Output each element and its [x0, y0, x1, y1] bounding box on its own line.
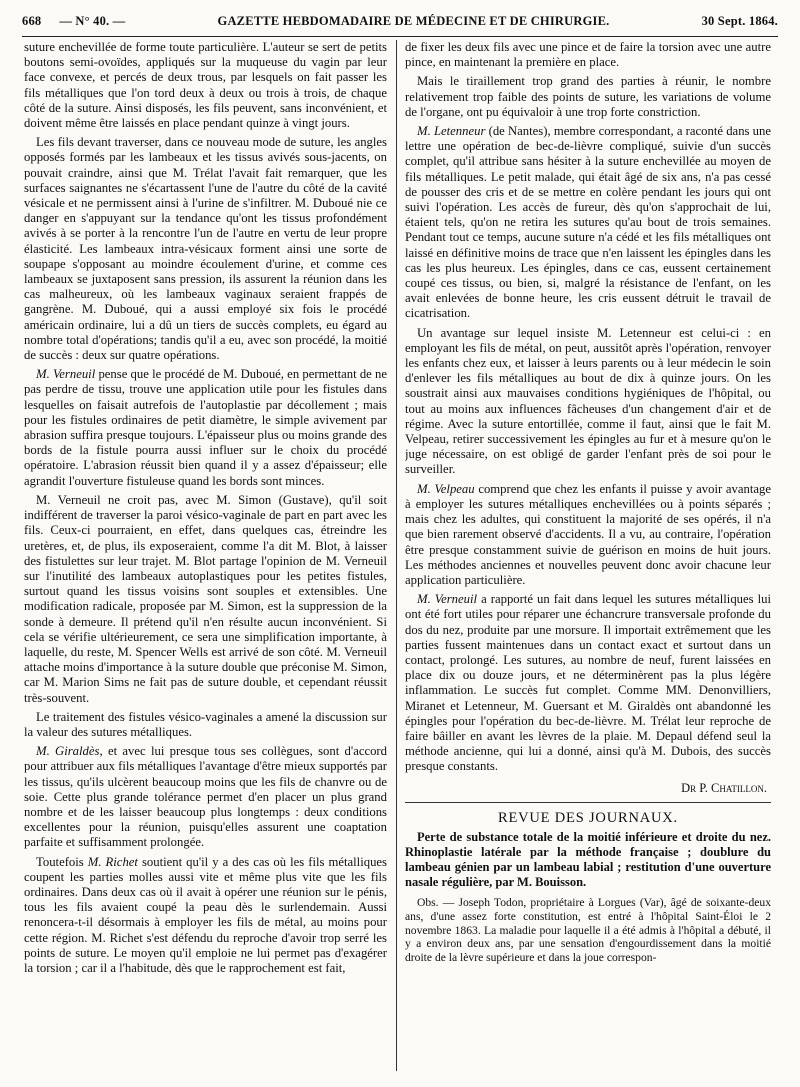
- right-column: [405, 40, 771, 1077]
- speaker-name: M. Velpeau: [417, 481, 475, 496]
- paragraph-text: , et avec lui presque tous ses collègues, sont d'accord pour attribuer aux fils métalliques l'avantage d'être mieux supportés par les tissus, qu'ils ulcèrent beaucoup moins que les fils de chanvre ou de soie. Cette plus grande tolérance permet d'en placer un plus grand nombre et de les laisser beaucoup plus longtemps : deux conditions excellentes pour la réunion, puisqu'elles assurent une coaptation parfaite et suffisamment prolongée.: [24, 744, 387, 850]
- speaker-name: M. Giraldès: [36, 744, 100, 759]
- paragraph: [24, 367, 387, 489]
- left-column: [24, 40, 387, 1077]
- speaker-name: M. Verneuil: [36, 367, 96, 382]
- paragraph: Un avantage sur lequel insiste M. Letenneur est celui-ci : en employant les fils de métal, on peut, aussitôt après l'opération, renvoyer les enfants chez eux, et laisser à leurs parents ou à leur médecin le soin d'enlever les fils métalliques au bout de dix à quinze jours. On les soustrait ainsi aux mauvaises conditions hygiéniques de l'hôpital, ou tout au moins aux influences fâcheuses d'un changement d'air et de régime. Avec la suture entortillée, comme il faut, ainsi que le fait M. Velpeau, retirer successivement les épingles au fur et à mesure qu'on le juge nécessaire, on est obligé de garder l'enfant près de soi pour le surveiller.: [405, 325, 771, 477]
- paragraph: [24, 744, 387, 850]
- paragraph: M. Verneuil ne croit pas, avec M. Simon (Gustave), qu'il soit indifférent de traverser la paroi vésico-vaginale de part en part avec les fils. Ceux-ci pourraient, en effet, dans quelques cas, étreindre les uretères, et, de plus, ils exposeraient, comme l'a dit M. Blot, à laisser des fistulettes sur leur trajet. M. Blot partage l'opinion de M. Verneuil sur l'inutilité des lambeaux autoplastiques pour les petites fistules, surtout quand les tissus voisins sont souples et extensibles. Une modification radicale, proposée par M. Simon, est la suppression de la sonde à demeure. Il prétend qu'il n'en résulte aucun inconvénient. Si cela se vérifie ultérieurement, ce sera une simplification importante, à laquelle, du reste, M. Spencer Wells est arrivé de son côté. M. Verneuil attache moins d'importance à la suture double que préconise M. Simon, car M. Marion Sims ne fait pas de suture double, et cependant réussit très-souvent.: [24, 492, 387, 705]
- speaker-name: M. Letenneur: [417, 124, 486, 139]
- page-header: [22, 8, 778, 34]
- paragraph: de fixer les deux fils avec une pince et de faire la torsion avec une autre pince, en maintenant la première en place.: [405, 40, 771, 70]
- speaker-name: M. Verneuil: [417, 592, 478, 607]
- section-separator: [405, 802, 771, 803]
- article-title: Perte de substance totale de la moitié inférieure et droite du nez. Rhinoplastie latérale par la méthode française ; doublure du lambeau génien par un lambeau labial ; restitution d'une ouverture nasale régulière, par M. Bouisson.: [405, 829, 771, 889]
- page-number: 668: [22, 13, 42, 28]
- header-rule: [22, 36, 778, 37]
- paragraph: Le traitement des fistules vésico-vaginales a amené la discussion sur la valeur des sutures métalliques.: [24, 709, 387, 739]
- author-signature: Dr P. Chatillon.: [681, 780, 767, 795]
- paragraph-text: Toutefois: [36, 854, 88, 869]
- paragraph-text: comprend que chez les enfants il puisse y avoir avantage à employer les sutures métalliques enchevillées ou à points séparés ; mais chez les adultes, qui constituent la majorité de ses opérés, il n'a que bien rarement observé d'accidents. Il a vu, au contraire, l'opération être presque constamment suivie de guérison en moins de huit jours. Les méthodes anciennes et nouvelles peuvent donc avoir chacune leur application particulière.: [405, 481, 771, 587]
- speaker-name: M. Richet: [87, 854, 138, 869]
- paragraph: [405, 482, 771, 588]
- section-title: REVUE DES JOURNAUX.: [498, 809, 678, 826]
- paragraph: [405, 124, 771, 322]
- paragraph-text: soutient qu'il y a des cas où les fils métalliques coupent les parties molles aussi vite et même plus vite que les fils ordinaires. Dans deux cas où il avait à opérer une réunion sur le pénis, tous les fils avaient coupé la peau dès le surlendemain. Aussi renoncera-t-il désormais à employer les fils de métal, au moins pour cette région. M. Richet s'est défendu du reproche d'avoir trop serré les points de suture. Le moyen qu'il emploie ne lui permet pas d'exagérer la torsion ; car il a l'habitude, dès que le rapprochement est fait,: [24, 854, 387, 975]
- paragraph: Les fils devant traverser, dans ce nouveau mode de suture, les angles opposés formés par les lambeaux et les tissus avivés sous-jacents, on pouvait craindre, ainsi que M. Trélat l'avait fait remarquer, que les surfaces saignantes ne s'écartassent l'une de l'autre du côté de la cavité vésicale et ne permissent ainsi à l'urine de s'infiltrer. M. Duboué nie ce danger en s'appuyant sur la tendance qu'ont les tissus profondément avivés à se porter à la rencontre l'un de l'autre en vertu de leur propre élasticité. Les lambeaux intra-vésicaux forment ainsi une sorte de soupape s'opposant au moindre écoulement d'urine, et comme ces lambeaux se juxtaposent sans pression, ils assurent la réunion dans les cas malheureux, où les lambeaux vaginaux seraient frappés de gangrène. M. Duboué, qui a aussi employé six fois le procédé américain ordinaire, lui a dû un tiers de succès complets, eu égard au nombre total d'opérations; tandis qu'il a eu, avec son procédé, la moitié de succès : deux sur quatre opérations.: [24, 135, 387, 363]
- issue-number: — N° 40. —: [59, 13, 126, 28]
- paragraph-text: a rapporté un fait dans lequel les sutures métalliques lui ont été fort utiles pour réparer une échancrure transversale profonde du dos du nez, produite par une morsure. Il importait extrêmement que les parties fussent maintenues dans un contact exact et surtout dans un contact, prolongé. Les sutures, au nombre de neuf, furent laissées en place dix ou douze jours, et ne déterminèrent pas la plus légère inflammation. Le succès fut complet. Comme MM. Denonvilliers, Miranet et Letenneur, M. Guersant et M. Giraldès ont abandonné les épingles pour l'opération du bec-de-lièvre. M. Trélat leur reproche de faire bâiller en avant les lèvres de la plaie. M. Depaul défend seul la méthode ancienne, qui lui a donné, ainsi qu'à M. Dubois, des succès presque constants.: [405, 592, 771, 774]
- paragraph: Mais le tiraillement trop grand des parties à réunir, le nombre relativement trop faible des points de suture, les variations de volume de l'organe, ont pu équivaloir à une trop forte constriction.: [405, 74, 771, 119]
- observation-text: Obs. — Joseph Todon, propriétaire à Lorgues (Var), âgé de soixante-deux ans, d'une assez forte constitution, est entré à l'hôpital Saint-Éloi le 2 novembre 1863. La maladie pour laquelle il a été admis à l'hôpital a débuté, il y a environ deux ans, par une sensation d'engourdissement dans la moitié droite de la lèvre supérieure et dans la joue correspon-: [405, 895, 771, 965]
- column-divider: [396, 40, 397, 1071]
- paragraph: suture enchevillée de forme toute particulière. L'auteur se sert de petits boutons semi-ovoïdes, appliqués sur la muqueuse du vagin par leur face convexe, et percés de deux trous, par lesquels on fait passer les fils métalliques que l'on tord deux à deux ou trois à trois, de chaque côté de la suture. Ainsi disposés, les fils peuvent, sans inconvénient, et doivent même être laissés en place pendant quinze à vingt jours.: [24, 40, 387, 131]
- issue-date: 30 Sept. 1864.: [701, 13, 778, 28]
- paragraph: [405, 592, 771, 774]
- paragraph: [24, 855, 387, 977]
- paragraph-text: (de Nantes), membre correspondant, a raconté dans une lettre une opération de bec-de-lièvre compliqué, suivie d'un succès complet, qu'il attribue sans hésiter à la suture enchevillée au moyen de fils métalliques. Le petit malade, qui était âgé de six ans, n'a pas cessé de pousser des cris et de se mettre en colère pendant les jours qui ont suivi l'opération. Les accès de fureur, dès qu'on s'approchait de lui, étaient tels, qu'on ne retira les sutures qu'au bout de trois semaines. Pendant tout ce temps, aucune suture n'a cédé et les fils métalliques ont laissé en définitive moins de trace que n'en laissent les épingles dans les cas les plus heureux. Les épingles, dans ce cas, eussent certainement coupé ces tissus, ou bien, si, malgré la résistance de l'enfant, on les avait enlevées de bonne heure, les cris eussent détruit le travail de cicatrisation.: [405, 124, 771, 321]
- paragraph-text: pense que le procédé de M. Duboué, en permettant de ne pas perdre de tissu, trouve une application utile pour les fistules dans lesquelles on faisait autrefois de l'autoplastie par décollement ; mais pour les fistules ordinaires de petit diamètre, le simple avivement par abrasion suffira presque toujours. L'épaisseur plus ou moins grande des bords de la fistule pourra aussi influer sur le choix du procédé opératoire. L'abrasion réussit bien quand il y a assez d'épaisseur; elle agrandit l'ouverture fistuleuse quand les bords sont minces.: [24, 367, 387, 488]
- journal-title: GAZETTE HEBDOMADAIRE DE MÉDECINE ET DE CHIRURGIE.: [217, 13, 610, 28]
